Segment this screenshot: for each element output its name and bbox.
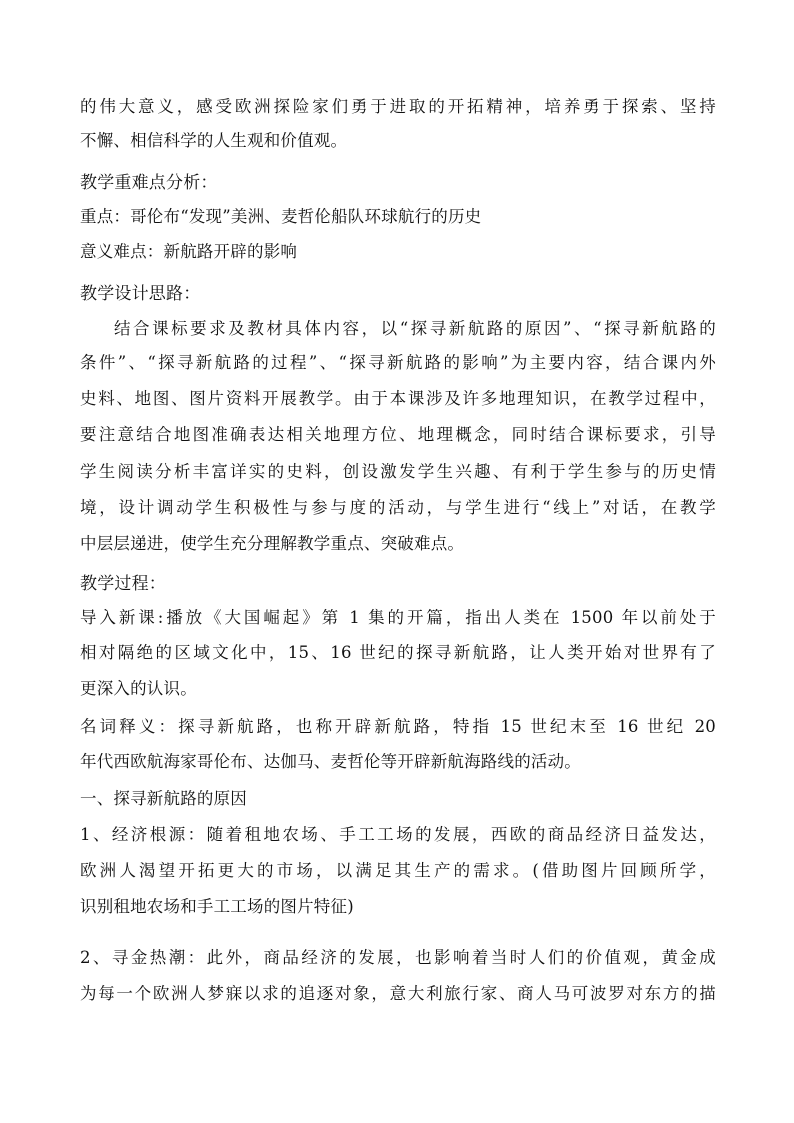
text-line: 的伟大意义，感受欧洲探险家们勇于进取的开拓精神，培养勇于探索、坚持: [80, 97, 716, 116]
text-line: 更深入的认识。: [80, 679, 197, 698]
section-heading: 教学设计思路：: [80, 284, 201, 304]
text-line: 条件”、“探寻新航路的过程”、“探寻新航路的影响”为主要内容，结合课内外: [80, 353, 716, 372]
text-line: 1、经济根源：随着租地农场、手工工场的发展，西欧的商品经济日益发达，: [80, 825, 716, 844]
text-line: 境，设计调动学生积极性与参与度的活动，与学生进行“线上”对话，在教学: [80, 498, 716, 517]
text-line: 中层层递进，使学生充分理解教学重点、突破难点。: [80, 534, 465, 553]
text-line: 结合课标要求及教材具体内容，以“探寻新航路的原因”、“探寻新航路的: [114, 319, 716, 338]
text-line: 学生阅读分析丰富详实的史料，创设激发学生兴趣、有利于学生参与的历史情: [80, 462, 716, 481]
text-line: 年代西欧航海家哥伦布、达伽马、麦哲伦等开辟新航海路线的活动。: [80, 752, 581, 771]
text-line: 不懈、相信科学的人生观和价值观。: [80, 131, 348, 150]
text-line: 导入新课:播放《大国崛起》第 1 集的开篇，指出人类在 1500 年以前处于: [80, 608, 716, 627]
text-line: 2、寻金热潮：此外，商品经济的发展，也影响着当时人们的价值观，黄金成: [80, 948, 716, 967]
text-line: 意义难点：新航路开辟的影响: [80, 242, 298, 261]
text-line: 名词释义：探寻新航路，也称开辟新航路，特指 15 世纪末至 16 世纪 20: [80, 717, 716, 736]
text-line: 要注意结合地图准确表达相关地理方位、地理概念，同时结合课标要求，引导: [80, 425, 716, 444]
section-heading: 教学重难点分析：: [80, 173, 218, 193]
text-line: 重点：哥伦布“发现”美洲、麦哲伦船队环球航行的历史: [80, 207, 482, 226]
text-line: 相对隔绝的区域文化中，15、16 世纪的探寻新航路，让人类开始对世界有了: [80, 643, 716, 662]
text-line: 识别租地农场和手工工场的图片特征): [80, 897, 354, 916]
section-heading: 教学过程：: [80, 574, 166, 594]
text-line: 欧洲人渴望开拓更大的市场，以满足其生产的需求。(借助图片回顾所学，: [80, 861, 716, 880]
text-line: 一、探寻新航路的原因: [80, 789, 247, 808]
text-line: 史料、地图、图片资料开展教学。由于本课涉及许多地理知识，在教学过程中，: [80, 389, 716, 408]
text-line: 为每一个欧洲人梦寐以求的追逐对象，意大利旅行家、商人马可波罗对东方的描: [80, 984, 716, 1003]
